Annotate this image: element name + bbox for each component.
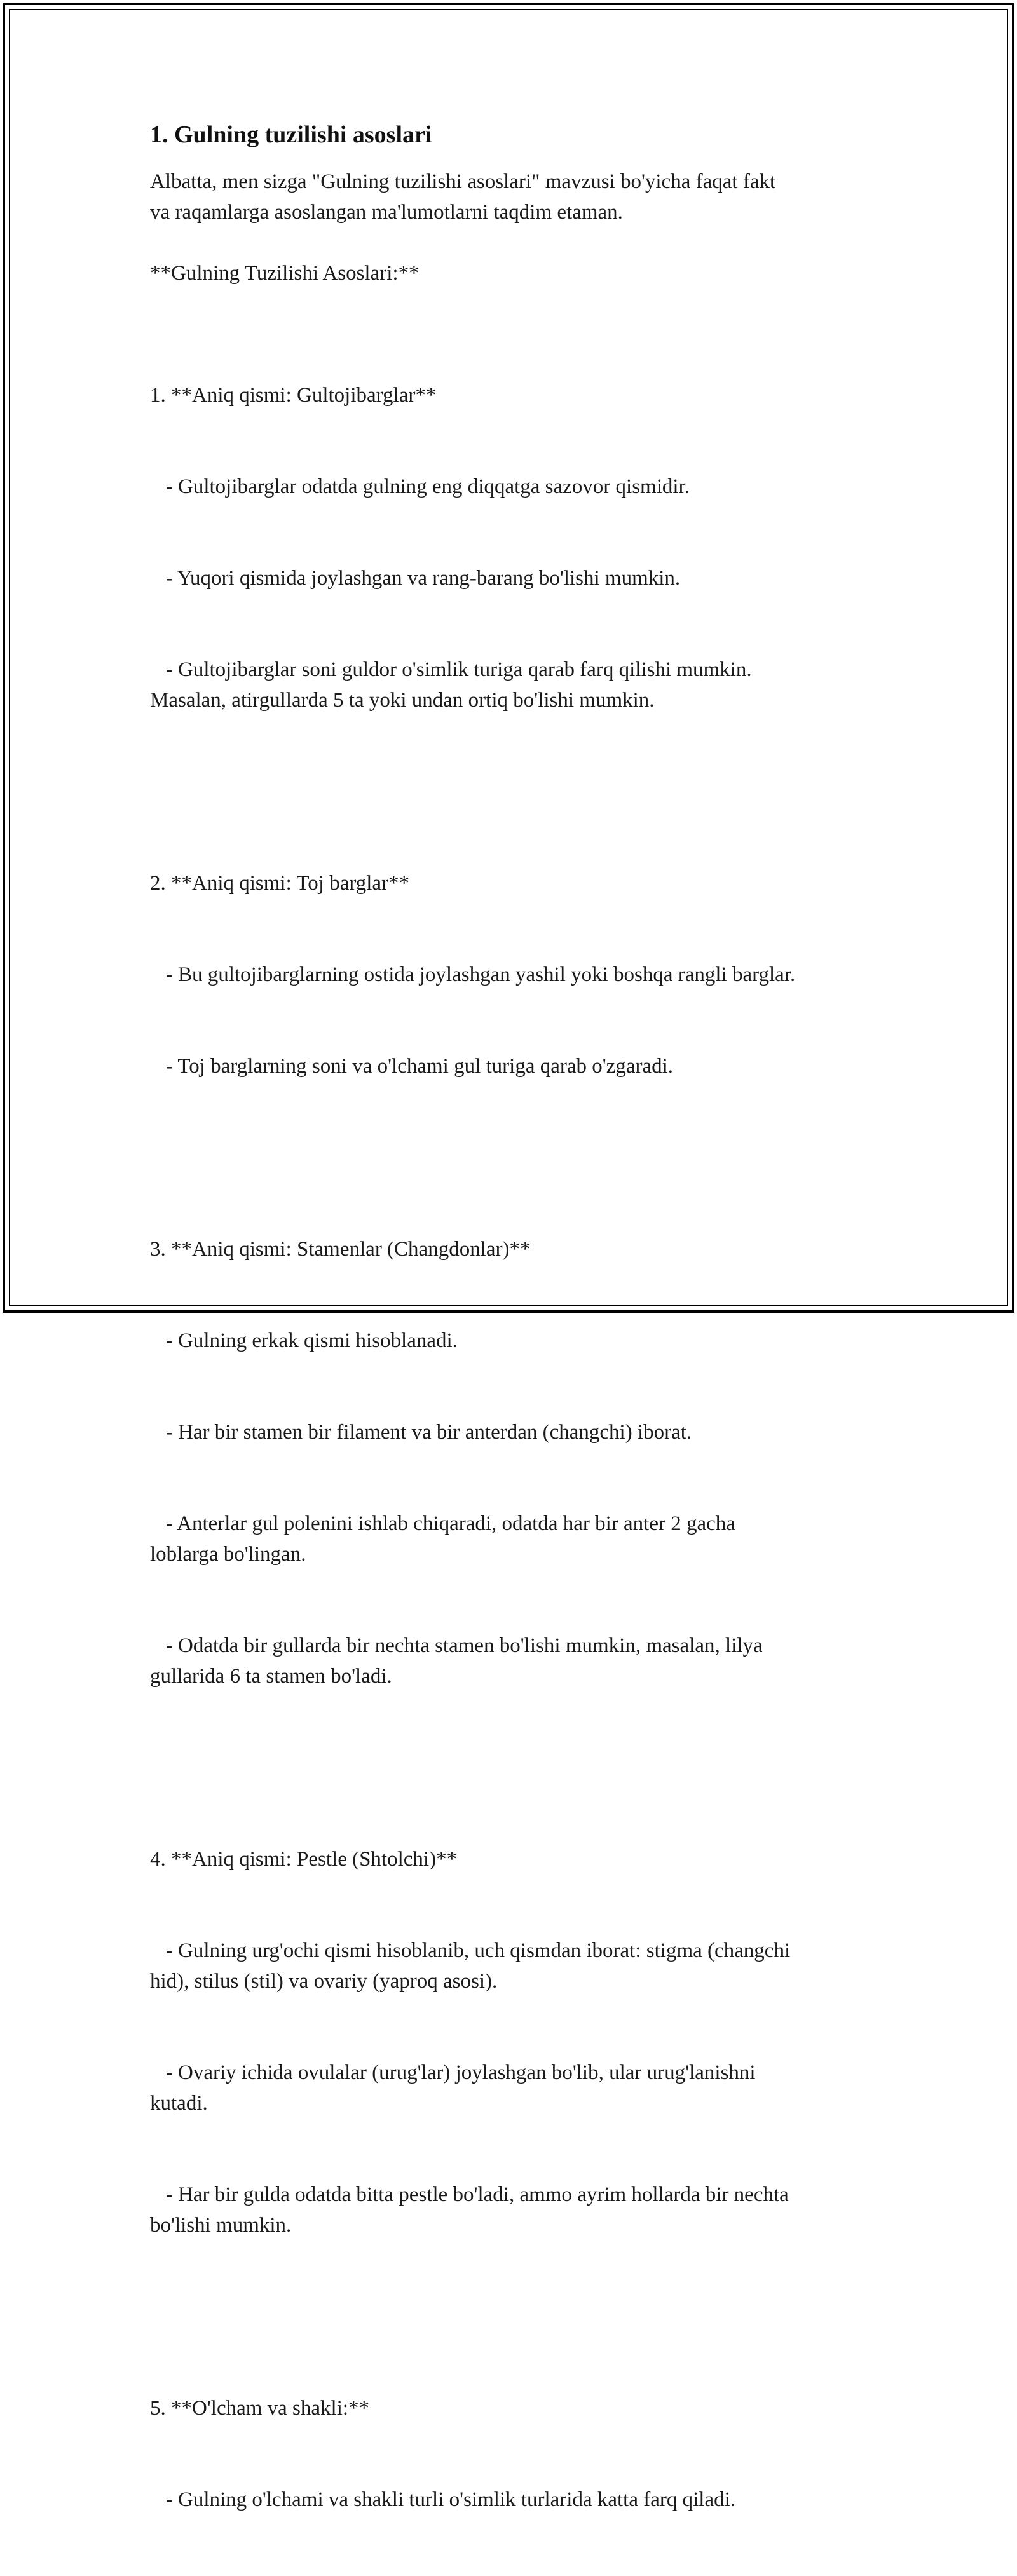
section-line: - Gulning o'lchami va shakli turli o'simlik turlarida katta farq qiladi. bbox=[150, 2488, 736, 2511]
section-line: - Har bir stamen bir filament va bir anterdan (changchi) iborat. bbox=[150, 1421, 692, 1444]
section-line: - Yuqori qismida joylashgan va rang-barang bo'lishi mumkin. bbox=[150, 567, 681, 590]
section-title: 4. **Aniq qismi: Pestle (Shtolchi)** bbox=[150, 1848, 458, 1871]
section-line: - Bu gultojibarglarning ostida joylashgan yashil yoki boshqa rangli barglar. bbox=[150, 963, 796, 986]
section-line: - Har bir gulda odatda bitta pestle bo'ladi, ammo ayrim hollarda bir nechta bo'lishi mumkin. bbox=[150, 2183, 789, 2237]
section-title: 5. **O'lcham va shakli:** bbox=[150, 2397, 370, 2420]
subtitle-line: **Gulning Tuzilishi Asoslari:** bbox=[150, 262, 420, 285]
section-line: - Gultojibarglar soni guldor o'simlik turiga qarab farq qilishi mumkin. Masalan, atirgullarda 5 ta yoki undan ortiq bo'lishi mumkin. bbox=[150, 658, 752, 712]
section-line: - Gulning urg'ochi qismi hisoblanib, uch qismdan iborat: stigma (changchi hid), stilus (stil) va ovariy (yaproq asosi). bbox=[150, 1939, 791, 1993]
section-line: - Anterlar gul polenini ishlab chiqaradi, odatda har bir anter 2 gacha loblarga bo'lingan. bbox=[150, 1512, 735, 1566]
document-heading: 1. Gulning tuzilishi asoslari bbox=[150, 121, 432, 148]
section-2 bbox=[150, 807, 887, 1142]
section-title: 2. **Aniq qismi: Toj barglar** bbox=[150, 872, 410, 895]
section-line: - Odatda bir gullarda bir nechta stamen bo'lishi mumkin, masalan, lilya gullarida 6 ta stamen bo'ladi. bbox=[150, 1634, 763, 1688]
section-3 bbox=[150, 1173, 887, 1752]
section-title: 3. **Aniq qismi: Stamenlar (Changdonlar)** bbox=[150, 1238, 531, 1261]
intro-paragraph: Albatta, men sizga "Gulning tuzilishi asoslari" mavzusi bo'yicha faqat fakt va raqamlarga asoslangan ma'lumotlarni taqdim etaman. bbox=[150, 170, 776, 224]
document-body bbox=[150, 119, 887, 2576]
section-5 bbox=[150, 2332, 887, 2576]
section-1 bbox=[150, 319, 887, 776]
section-line: - Ovariy ichida ovulalar (urug'lar) joylashgan bo'lib, ular urug'lanishni kutadi. bbox=[150, 2061, 756, 2115]
section-title: 1. **Aniq qismi: Gultojibarglar** bbox=[150, 384, 437, 407]
section-4 bbox=[150, 1783, 887, 2301]
section-line: - Gulning erkak qismi hisoblanadi. bbox=[150, 1329, 458, 1352]
section-line: - Gultojibarglar odatda gulning eng diqqatga sazovor qismidir. bbox=[150, 475, 690, 498]
section-line: - Toj barglarning soni va o'lchami gul turiga qarab o'zgaradi. bbox=[150, 1055, 674, 1078]
